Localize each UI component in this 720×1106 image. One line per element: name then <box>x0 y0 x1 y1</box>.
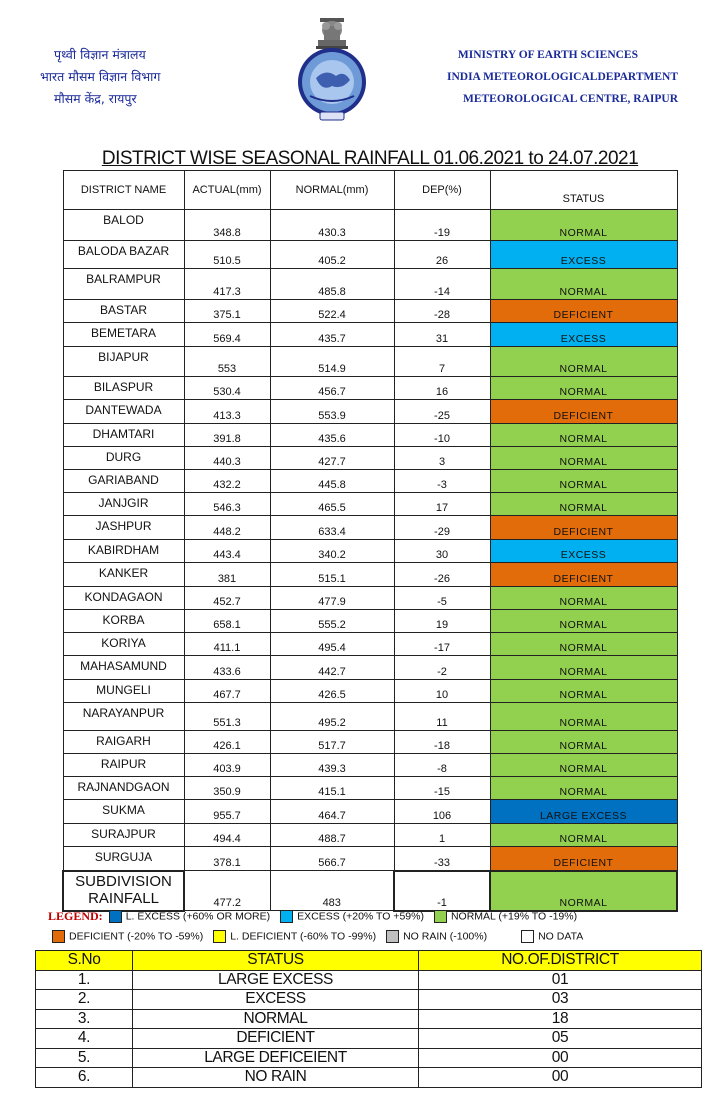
departure-percent: 106 <box>394 800 490 824</box>
status-name: LARGE EXCESS <box>133 970 419 990</box>
district-count: 18 <box>419 1009 702 1029</box>
normal-rainfall: 515.1 <box>270 563 394 587</box>
district-name: KANKER <box>63 563 184 587</box>
status-cell: NORMAL <box>490 680 677 703</box>
district-count: 03 <box>419 990 702 1010</box>
departure-percent: 1 <box>394 824 490 847</box>
actual-rainfall: 443.4 <box>184 540 270 563</box>
normal-rainfall: 495.4 <box>270 633 394 656</box>
column-header: DEP(%) <box>394 171 490 210</box>
departure-percent: -29 <box>394 516 490 540</box>
district-name: DURG <box>63 447 184 470</box>
normal-rainfall: 517.7 <box>270 731 394 754</box>
legend-swatch <box>213 930 226 943</box>
english-header <box>408 44 678 110</box>
departure-percent: 19 <box>394 610 490 633</box>
table-row <box>63 300 677 323</box>
status-cell: DEFICIENT <box>490 516 677 540</box>
summary-row <box>36 1009 702 1029</box>
column-header: STATUS <box>490 171 677 210</box>
status-name: DEFICIENT <box>133 1029 419 1049</box>
status-cell: NORMAL <box>490 871 677 911</box>
district-count: 05 <box>419 1029 702 1049</box>
legend-swatch <box>386 930 399 943</box>
legend-item <box>280 910 424 923</box>
legend-item <box>213 930 376 943</box>
normal-rainfall: 435.6 <box>270 424 394 447</box>
departure-percent: -28 <box>394 300 490 323</box>
serial-number: 1. <box>36 970 133 990</box>
table-row <box>63 633 677 656</box>
legend-swatch <box>280 910 293 923</box>
table-row <box>63 847 677 871</box>
normal-rainfall: 456.7 <box>270 377 394 400</box>
summary-table <box>35 950 702 1088</box>
actual-rainfall: 569.4 <box>184 323 270 347</box>
table-row <box>63 470 677 493</box>
district-count: 01 <box>419 970 702 990</box>
departure-percent: -5 <box>394 587 490 610</box>
status-cell: NORMAL <box>490 587 677 610</box>
status-cell: NORMAL <box>490 731 677 754</box>
departure-percent: 17 <box>394 493 490 516</box>
normal-rainfall: 485.8 <box>270 269 394 300</box>
legend-row <box>48 906 688 926</box>
hindi-line: पृथ्वी विज्ञान मंत्रालय <box>54 47 146 62</box>
table-row <box>63 656 677 680</box>
table-row <box>63 754 677 777</box>
page-title: DISTRICT WISE SEASONAL RAINFALL 01.06.2021 to 24.07.2021 <box>101 148 639 169</box>
status-name: NO RAIN <box>133 1068 419 1088</box>
normal-rainfall: 464.7 <box>270 800 394 824</box>
status-cell: DEFICIENT <box>490 847 677 871</box>
legend-label: LEGEND: <box>48 908 103 923</box>
actual-rainfall: 381 <box>184 563 270 587</box>
actual-rainfall: 432.2 <box>184 470 270 493</box>
legend-item <box>386 930 487 943</box>
departure-percent: -33 <box>394 847 490 871</box>
departure-percent: -10 <box>394 424 490 447</box>
status-cell: EXCESS <box>490 540 677 563</box>
departure-percent: -3 <box>394 470 490 493</box>
district-name: NARAYANPUR <box>63 703 184 731</box>
legend-item <box>109 910 270 923</box>
legend-row <box>48 926 688 946</box>
normal-rainfall: 522.4 <box>270 300 394 323</box>
actual-rainfall: 551.3 <box>184 703 270 731</box>
legend-text: NO DATA <box>538 929 584 942</box>
departure-percent: 31 <box>394 323 490 347</box>
actual-rainfall: 440.3 <box>184 447 270 470</box>
table-row <box>63 703 677 731</box>
summary-row <box>36 1029 702 1049</box>
legend-swatch <box>434 910 447 923</box>
district-name: BILASPUR <box>63 377 184 400</box>
actual-rainfall: 391.8 <box>184 424 270 447</box>
departure-percent: 26 <box>394 241 490 269</box>
legend-text: L. DEFICIENT (-60% TO -99%) <box>230 929 377 942</box>
legend-text: NO RAIN (-100%) <box>403 929 488 942</box>
status-cell: LARGE EXCESS <box>490 800 677 824</box>
normal-rainfall: 514.9 <box>270 347 394 377</box>
column-header: NORMAL(mm) <box>270 171 394 210</box>
column-header: DISTRICT NAME <box>63 171 184 210</box>
district-name: RAIPUR <box>63 754 184 777</box>
table-row <box>63 777 677 800</box>
district-name: KONDAGAON <box>63 587 184 610</box>
table-row <box>63 241 677 269</box>
district-name: RAIGARH <box>63 731 184 754</box>
status-cell: EXCESS <box>490 241 677 269</box>
legend-text: EXCESS (+20% TO +59%) <box>297 909 424 922</box>
actual-rainfall: 546.3 <box>184 493 270 516</box>
status-cell: DEFICIENT <box>490 563 677 587</box>
normal-rainfall: 415.1 <box>270 777 394 800</box>
departure-percent: -1 <box>394 871 490 911</box>
actual-rainfall: 452.7 <box>184 587 270 610</box>
table-row <box>63 447 677 470</box>
district-count: 00 <box>419 1068 702 1088</box>
status-name: EXCESS <box>133 990 419 1010</box>
department-name: INDIA METEOROLOGICALDEPARTMENT <box>446 71 678 83</box>
normal-rainfall: 555.2 <box>270 610 394 633</box>
normal-rainfall: 633.4 <box>270 516 394 540</box>
district-name: JASHPUR <box>63 516 184 540</box>
actual-rainfall: 448.2 <box>184 516 270 540</box>
table-row <box>63 800 677 824</box>
actual-rainfall: 494.4 <box>184 824 270 847</box>
status-cell: NORMAL <box>490 610 677 633</box>
normal-rainfall: 340.2 <box>270 540 394 563</box>
legend-swatch <box>52 930 65 943</box>
departure-percent: -26 <box>394 563 490 587</box>
table-row <box>63 516 677 540</box>
table-row <box>63 210 677 241</box>
table-row <box>63 347 677 377</box>
serial-number: 2. <box>36 990 133 1010</box>
actual-rainfall: 411.1 <box>184 633 270 656</box>
table-row <box>63 563 677 587</box>
actual-rainfall: 467.7 <box>184 680 270 703</box>
subdivision-row <box>63 871 677 911</box>
status-cell: NORMAL <box>490 703 677 731</box>
district-name: MAHASAMUND <box>63 656 184 680</box>
status-cell: NORMAL <box>490 470 677 493</box>
status-cell: NORMAL <box>490 210 677 241</box>
departure-percent: 3 <box>394 447 490 470</box>
status-name: LARGE DEFICEIENT <box>133 1048 419 1068</box>
district-name: RAJNANDGAON <box>63 777 184 800</box>
normal-rainfall: 439.3 <box>270 754 394 777</box>
district-name: DANTEWADA <box>63 400 184 424</box>
hindi-line: भारत मौसम विज्ञान विभाग <box>40 69 161 84</box>
district-name: MUNGELI <box>63 680 184 703</box>
legend-text: DEFICIENT (-20% TO -59%) <box>69 929 204 942</box>
district-name: KORBA <box>63 610 184 633</box>
district-name: JANJGIR <box>63 493 184 516</box>
centre-name: METEOROLOGICAL CENTRE, RAIPUR <box>462 93 678 105</box>
actual-rainfall: 378.1 <box>184 847 270 871</box>
table-row <box>63 377 677 400</box>
status-cell: NORMAL <box>490 447 677 470</box>
district-name: GARIABAND <box>63 470 184 493</box>
district-name: BEMETARA <box>63 323 184 347</box>
district-name: SURGUJA <box>63 847 184 871</box>
summary-column-header: NO.OF.DISTRICT <box>419 951 702 971</box>
normal-rainfall: 427.7 <box>270 447 394 470</box>
actual-rainfall: 530.4 <box>184 377 270 400</box>
status-cell: NORMAL <box>490 347 677 377</box>
serial-number: 4. <box>36 1029 133 1049</box>
departure-percent: 30 <box>394 540 490 563</box>
district-name: SURAJPUR <box>63 824 184 847</box>
status-cell: NORMAL <box>490 493 677 516</box>
normal-rainfall: 553.9 <box>270 400 394 424</box>
table-row <box>63 400 677 424</box>
legend-item <box>521 930 583 943</box>
serial-number: 3. <box>36 1009 133 1029</box>
district-name: BALRAMPUR <box>63 269 184 300</box>
status-cell: DEFICIENT <box>490 300 677 323</box>
normal-rainfall: 430.3 <box>270 210 394 241</box>
legend-text: NORMAL (+19% TO -19%) <box>450 909 578 922</box>
status-cell: NORMAL <box>490 269 677 300</box>
summary-row <box>36 990 702 1010</box>
serial-number: 6. <box>36 1068 133 1088</box>
departure-percent: -19 <box>394 210 490 241</box>
table-row <box>63 540 677 563</box>
table-row <box>63 269 677 300</box>
summary-row <box>36 1048 702 1068</box>
actual-rainfall: 375.1 <box>184 300 270 323</box>
column-header: ACTUAL(mm) <box>184 171 270 210</box>
actual-rainfall: 417.3 <box>184 269 270 300</box>
table-row <box>63 610 677 633</box>
legend-item <box>434 910 577 923</box>
actual-rainfall: 433.6 <box>184 656 270 680</box>
departure-percent: -8 <box>394 754 490 777</box>
normal-rainfall: 435.7 <box>270 323 394 347</box>
status-cell: NORMAL <box>490 424 677 447</box>
table-row <box>63 680 677 703</box>
status-cell: NORMAL <box>490 777 677 800</box>
table-row <box>63 731 677 754</box>
normal-rainfall: 488.7 <box>270 824 394 847</box>
status-cell: NORMAL <box>490 824 677 847</box>
actual-rainfall: 955.7 <box>184 800 270 824</box>
departure-percent: -14 <box>394 269 490 300</box>
legend-swatch <box>109 910 122 923</box>
actual-rainfall: 348.8 <box>184 210 270 241</box>
summary-column-header: S.No <box>36 951 133 971</box>
hindi-header <box>40 44 210 110</box>
departure-percent: -25 <box>394 400 490 424</box>
actual-rainfall: 426.1 <box>184 731 270 754</box>
departure-percent: -18 <box>394 731 490 754</box>
district-name: BALODA BAZAR <box>63 241 184 269</box>
normal-rainfall: 426.5 <box>270 680 394 703</box>
legend-item <box>52 930 203 943</box>
normal-rainfall: 465.5 <box>270 493 394 516</box>
normal-rainfall: 483 <box>270 871 394 911</box>
departure-percent: 16 <box>394 377 490 400</box>
departure-percent: 10 <box>394 680 490 703</box>
imd-logo-icon <box>280 12 384 124</box>
district-count: 00 <box>419 1048 702 1068</box>
subdivision-name: SUBDIVISION RAINFALL <box>63 871 184 911</box>
rainfall-table <box>62 170 678 912</box>
summary-row <box>36 1068 702 1088</box>
legend-swatch <box>521 930 534 943</box>
status-cell: NORMAL <box>490 656 677 680</box>
normal-rainfall: 442.7 <box>270 656 394 680</box>
status-cell: DEFICIENT <box>490 400 677 424</box>
table-row <box>63 424 677 447</box>
district-name: BASTAR <box>63 300 184 323</box>
departure-percent: 7 <box>394 347 490 377</box>
table-row <box>63 323 677 347</box>
actual-rainfall: 658.1 <box>184 610 270 633</box>
status-cell: NORMAL <box>490 633 677 656</box>
table-row <box>63 493 677 516</box>
district-name: BIJAPUR <box>63 347 184 377</box>
normal-rainfall: 566.7 <box>270 847 394 871</box>
actual-rainfall: 403.9 <box>184 754 270 777</box>
departure-percent: 11 <box>394 703 490 731</box>
summary-row <box>36 970 702 990</box>
normal-rainfall: 405.2 <box>270 241 394 269</box>
actual-rainfall: 413.3 <box>184 400 270 424</box>
status-cell: EXCESS <box>490 323 677 347</box>
departure-percent: -2 <box>394 656 490 680</box>
normal-rainfall: 495.2 <box>270 703 394 731</box>
legend <box>48 906 688 946</box>
district-name: BALOD <box>63 210 184 241</box>
actual-rainfall: 350.9 <box>184 777 270 800</box>
status-cell: NORMAL <box>490 377 677 400</box>
summary-column-header: STATUS <box>133 951 419 971</box>
actual-rainfall: 477.2 <box>184 871 270 911</box>
district-name: KORIYA <box>63 633 184 656</box>
legend-text: L. EXCESS (+60% OR MORE) <box>125 909 271 922</box>
district-name: KABIRDHAM <box>63 540 184 563</box>
status-name: NORMAL <box>133 1009 419 1029</box>
hindi-line: मौसम केंद्र, रायपुर <box>54 91 137 106</box>
district-name: DHAMTARI <box>63 424 184 447</box>
departure-percent: -15 <box>394 777 490 800</box>
summary-header-row <box>36 951 702 971</box>
ministry-name: MINISTRY OF EARTH SCIENCES <box>457 49 638 61</box>
departure-percent: -17 <box>394 633 490 656</box>
table-header-row <box>63 171 677 210</box>
table-row <box>63 824 677 847</box>
normal-rainfall: 477.9 <box>270 587 394 610</box>
actual-rainfall: 510.5 <box>184 241 270 269</box>
actual-rainfall: 553 <box>184 347 270 377</box>
normal-rainfall: 445.8 <box>270 470 394 493</box>
serial-number: 5. <box>36 1048 133 1068</box>
table-row <box>63 587 677 610</box>
status-cell: NORMAL <box>490 754 677 777</box>
district-name: SUKMA <box>63 800 184 824</box>
